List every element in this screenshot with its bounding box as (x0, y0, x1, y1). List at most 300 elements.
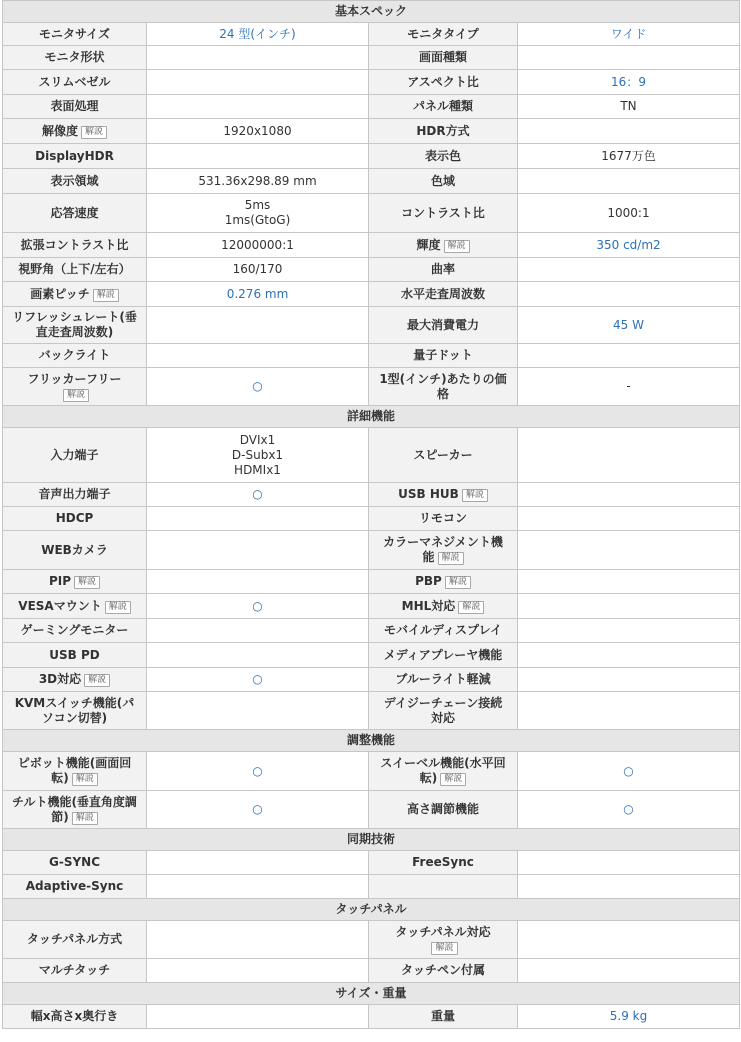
spec-value[interactable] (147, 23, 369, 46)
spec-label (369, 119, 518, 144)
spec-value-text: 1000:1 (607, 205, 650, 220)
spec-label (3, 169, 147, 194)
spec-label (3, 594, 147, 619)
spec-value (147, 507, 369, 531)
spec-label (369, 46, 518, 70)
spec-row (3, 70, 740, 95)
spec-label-line (6, 325, 143, 340)
spec-label (3, 851, 147, 875)
spec-label (369, 570, 518, 594)
spec-row (3, 368, 740, 406)
spec-row (3, 921, 740, 959)
spec-label-text: カラーマネジメント機 (383, 535, 503, 549)
spec-label-text: 高さ調節機能 (406, 802, 479, 816)
spec-label (369, 851, 518, 875)
spec-row (3, 483, 740, 507)
spec-row (3, 752, 740, 791)
spec-value (518, 95, 740, 119)
explain-button[interactable]: 解説 (72, 773, 98, 786)
spec-value[interactable] (518, 233, 740, 258)
spec-label-text: USB PD (49, 647, 100, 662)
spec-value-line: 1ms(GtoG) (224, 213, 291, 227)
spec-value[interactable] (518, 70, 740, 95)
spec-label (3, 144, 147, 169)
section-title: 基本スペック (3, 1, 740, 23)
spec-label-text: リフレッシュレート(垂 (12, 310, 137, 324)
spec-value (147, 344, 369, 368)
spec-value (518, 668, 740, 692)
spec-label-text: 色域 (430, 173, 455, 188)
spec-label-text: モニタ形状 (44, 50, 105, 64)
spec-label-text: VESAマウント (18, 598, 102, 613)
section-title: 詳細機能 (3, 406, 740, 428)
spec-label-line (372, 550, 514, 565)
spec-label (3, 531, 147, 570)
spec-row (3, 344, 740, 368)
section-title: サイズ・重量 (3, 983, 740, 1005)
spec-value[interactable] (147, 668, 369, 692)
section-header-row (3, 899, 740, 921)
spec-value[interactable] (518, 23, 740, 46)
spec-label-text: スリムベゼル (38, 74, 111, 89)
spec-value (147, 119, 369, 144)
spec-label (3, 619, 147, 643)
spec-label (3, 428, 147, 483)
spec-label-text: MHL対応 (401, 598, 456, 613)
spec-label (369, 169, 518, 194)
spec-value[interactable] (518, 307, 740, 344)
spec-label-text: 量子ドット (413, 348, 473, 362)
spec-value-line: 5ms (244, 198, 271, 212)
spec-value-text: 24 型(インチ) (219, 26, 296, 41)
spec-value (147, 531, 369, 570)
explain-button[interactable]: 解説 (438, 552, 464, 565)
spec-value (518, 851, 740, 875)
spec-row (3, 851, 740, 875)
spec-row (3, 428, 740, 483)
spec-label-text: 重量 (430, 1009, 455, 1023)
spec-label-text: 幅x高さx奥行き (30, 1009, 119, 1023)
spec-label (3, 344, 147, 368)
spec-label (369, 619, 518, 643)
spec-row (3, 531, 740, 570)
spec-value (147, 169, 369, 194)
spec-label-text: 画素ピッチ (30, 286, 90, 301)
spec-value (518, 144, 740, 169)
spec-label-text: パネル種類 (412, 99, 473, 113)
spec-label-text: チルト機能(垂直角度調 (12, 794, 137, 809)
spec-row (3, 144, 740, 169)
spec-label-line (6, 711, 143, 726)
spec-label-text: HDR方式 (416, 123, 470, 138)
spec-table-container (2, 0, 739, 1029)
spec-row (3, 507, 740, 531)
spec-row (3, 875, 740, 899)
spec-value-text: ○ (623, 763, 634, 778)
spec-label-line (6, 810, 143, 825)
spec-label-text: 視野角（上下/左右） (18, 262, 131, 276)
spec-value (147, 70, 369, 95)
spec-value (518, 483, 740, 507)
spec-label (369, 70, 518, 95)
spec-label-text: HDCP (55, 511, 94, 525)
spec-label-text: スピーカー (413, 447, 473, 462)
spec-label (369, 307, 518, 344)
spec-label-line (6, 771, 143, 786)
spec-label (3, 46, 147, 70)
spec-label-text: ブルーライト軽減 (395, 672, 491, 686)
spec-value (147, 428, 369, 483)
spec-label (369, 23, 518, 46)
spec-value[interactable] (518, 752, 740, 791)
spec-label-text: 拡張コントラスト比 (20, 237, 129, 252)
spec-label (3, 23, 147, 46)
spec-label (3, 194, 147, 233)
spec-label (369, 344, 518, 368)
spec-value (518, 531, 740, 570)
spec-label-text: 音声出力端子 (38, 487, 111, 501)
spec-label-text: スイーベル機能(水平回 (380, 756, 506, 770)
spec-value (147, 307, 369, 344)
spec-value (147, 875, 369, 899)
spec-label-line (6, 696, 143, 711)
spec-value (147, 959, 369, 983)
spec-row (3, 643, 740, 668)
spec-label-text: 表示色 (424, 148, 461, 163)
spec-label-text: 最大消費電力 (406, 317, 479, 332)
spec-label-line (6, 387, 143, 402)
spec-value (147, 46, 369, 70)
spec-row (3, 668, 740, 692)
explain-button[interactable]: 解説 (105, 601, 131, 614)
spec-row (3, 119, 740, 144)
spec-value-text: ○ (252, 763, 263, 778)
spec-label (369, 194, 518, 233)
spec-label-line (372, 771, 514, 786)
spec-label-text: モニタタイプ (407, 26, 479, 41)
spec-value-text: 1677万色 (601, 148, 656, 163)
spec-label-text: バックライト (38, 348, 111, 362)
spec-value (518, 619, 740, 643)
spec-label-text: ゲーミングモニター (20, 623, 129, 637)
spec-row (3, 570, 740, 594)
spec-value (147, 144, 369, 169)
spec-value-text: ○ (252, 487, 263, 501)
spec-value-text: 12000000:1 (221, 237, 294, 252)
spec-label (3, 752, 147, 791)
explain-button[interactable]: 解説 (445, 576, 471, 589)
spec-label-text: 入力端子 (50, 447, 99, 462)
spec-value-text: ○ (252, 672, 263, 686)
spec-value[interactable] (147, 483, 369, 507)
spec-value[interactable] (147, 752, 369, 791)
spec-label-text: 表示領域 (50, 173, 99, 188)
spec-label-text: 能 (422, 550, 435, 564)
spec-value-text: 160/170 (232, 262, 283, 276)
spec-value (518, 570, 740, 594)
spec-label-text: タッチパネル対応 (395, 924, 491, 939)
spec-label-text: Adaptive-Sync (25, 879, 124, 893)
spec-label-line (372, 711, 514, 726)
spec-label (3, 668, 147, 692)
spec-label (369, 692, 518, 730)
spec-row (3, 307, 740, 344)
spec-label-line (372, 696, 514, 711)
spec-label (369, 258, 518, 282)
spec-label-text: 転) (419, 771, 438, 785)
spec-label-text: 輝度 (416, 237, 441, 252)
spec-label (3, 643, 147, 668)
spec-label-text: アスペクト比 (407, 74, 479, 89)
section-header-row (3, 406, 740, 428)
spec-row (3, 95, 740, 119)
spec-label (3, 119, 147, 144)
spec-value-text: 0.276 mm (226, 286, 289, 301)
spec-label (369, 959, 518, 983)
spec-label (3, 483, 147, 507)
spec-label-text: 1型(インチ)あたりの価 (379, 371, 507, 386)
spec-value[interactable] (147, 791, 369, 829)
spec-value (518, 959, 740, 983)
explain-button[interactable]: 解説 (74, 576, 100, 589)
spec-label-text: 節) (51, 809, 69, 824)
spec-label (369, 1005, 518, 1029)
spec-value-text: 45 W (613, 317, 644, 332)
explain-button[interactable]: 解説 (84, 674, 110, 687)
spec-value-text: ○ (252, 598, 263, 613)
section-title: 調整機能 (3, 730, 740, 752)
spec-row (3, 619, 740, 643)
spec-label (369, 875, 518, 899)
spec-label-text: ソコン切替) (41, 710, 108, 725)
spec-value (147, 1005, 369, 1029)
spec-label-text: タッチパネル方式 (26, 932, 123, 946)
spec-label-text: USB HUB (398, 487, 459, 501)
spec-value (518, 428, 740, 483)
spec-label-text: G-SYNC (48, 855, 100, 869)
spec-label-line (6, 372, 143, 387)
spec-label-line (372, 387, 514, 402)
spec-value-text: TN (620, 99, 637, 113)
spec-label (369, 752, 518, 791)
spec-label (369, 483, 518, 507)
spec-value (518, 643, 740, 668)
spec-label-line (372, 756, 514, 771)
spec-value (147, 258, 369, 282)
spec-value[interactable] (147, 594, 369, 619)
spec-value (518, 594, 740, 619)
spec-label (3, 791, 147, 829)
spec-label-text: モニタサイズ (38, 26, 111, 41)
spec-label (3, 282, 147, 307)
spec-label-text: 水平走査周波数 (400, 286, 485, 301)
spec-row (3, 282, 740, 307)
spec-value (518, 344, 740, 368)
explain-button[interactable]: 解説 (440, 773, 466, 786)
spec-value (147, 233, 369, 258)
spec-value (518, 507, 740, 531)
spec-value (518, 258, 740, 282)
spec-value (518, 169, 740, 194)
spec-label-text: モバイルディスプレイ (384, 623, 502, 637)
section-title: タッチパネル (3, 899, 740, 921)
spec-value-text: 350 cd/m2 (596, 237, 661, 252)
spec-label (369, 282, 518, 307)
spec-value (147, 95, 369, 119)
spec-value (518, 875, 740, 899)
spec-label-line (372, 372, 514, 387)
spec-value (147, 619, 369, 643)
spec-value (147, 851, 369, 875)
spec-label (369, 368, 518, 406)
spec-label (3, 70, 147, 95)
spec-label-text: 表面処理 (50, 99, 99, 113)
spec-value-text: ○ (623, 802, 634, 816)
spec-label-text: PIP (48, 574, 72, 588)
section-title: 同期技術 (3, 829, 740, 851)
spec-value (518, 282, 740, 307)
spec-label-line (372, 535, 514, 550)
explain-button[interactable]: 解説 (458, 601, 484, 614)
spec-label-text: FreeSync (412, 855, 474, 869)
spec-label-text: 転) (51, 771, 69, 785)
spec-label-text: メディアプレーヤ機能 (383, 647, 503, 662)
spec-label-text: 画面種類 (418, 50, 467, 64)
spec-value-line: D-Subx1 (231, 447, 284, 462)
spec-label (369, 144, 518, 169)
spec-value (518, 368, 740, 406)
spec-label (369, 95, 518, 119)
spec-value-text: 5.9 kg (609, 1009, 648, 1023)
spec-label-text: 対応 (430, 710, 455, 725)
spec-value-text: 16：9 (611, 74, 646, 89)
spec-table (2, 0, 740, 1029)
spec-row (3, 1005, 740, 1029)
spec-label (3, 570, 147, 594)
spec-value-line: DVIx1 (239, 432, 276, 447)
spec-label-text: フリッカーフリー (27, 371, 122, 386)
section-header-row (3, 1, 740, 23)
spec-label (3, 507, 147, 531)
spec-value (147, 692, 369, 730)
spec-value-text: 531.36x298.89 mm (198, 173, 317, 188)
spec-value-text: ○ (252, 379, 263, 393)
spec-label-text: 直走査周波数) (35, 325, 114, 339)
spec-value (518, 119, 740, 144)
spec-label-text: KVMスイッチ機能(パ (14, 695, 135, 710)
spec-label (369, 921, 518, 959)
spec-label-line (6, 756, 143, 771)
spec-label-text: マルチタッチ (38, 963, 111, 977)
section-header-row (3, 829, 740, 851)
spec-label-line (372, 940, 514, 955)
explain-button[interactable]: 解説 (72, 812, 98, 825)
spec-label (3, 875, 147, 899)
spec-label-text: 応答速度 (50, 205, 99, 220)
spec-value[interactable] (518, 791, 740, 829)
spec-value (518, 921, 740, 959)
spec-label (3, 258, 147, 282)
spec-label (3, 233, 147, 258)
spec-label (369, 791, 518, 829)
spec-value-line: HDMIx1 (234, 462, 281, 477)
spec-label-text: 格 (436, 386, 449, 401)
explain-button[interactable]: 解説 (93, 289, 119, 302)
spec-label (369, 643, 518, 668)
spec-row (3, 233, 740, 258)
spec-value-text: ○ (252, 802, 263, 816)
spec-row (3, 692, 740, 730)
spec-value (518, 194, 740, 233)
spec-label (3, 368, 147, 406)
spec-label (3, 959, 147, 983)
spec-label-text: 曲率 (430, 262, 455, 276)
spec-value (147, 643, 369, 668)
explain-button[interactable]: 解説 (63, 389, 89, 402)
spec-label-line (372, 925, 514, 940)
spec-label-text: PBP (415, 574, 442, 588)
spec-value[interactable] (147, 282, 369, 307)
spec-label (3, 307, 147, 344)
spec-row (3, 23, 740, 46)
spec-label-text: 解像度 (41, 123, 78, 138)
explain-button[interactable]: 解説 (462, 489, 488, 502)
spec-row (3, 46, 740, 70)
spec-row (3, 959, 740, 983)
spec-label-text: デイジーチェーン接続 (383, 695, 503, 710)
explain-button[interactable]: 解説 (444, 240, 470, 253)
spec-label-text: タッチペン付属 (400, 963, 485, 977)
spec-label-text: WEBカメラ (41, 542, 108, 557)
spec-label (3, 1005, 147, 1029)
spec-label (369, 507, 518, 531)
explain-button[interactable]: 解説 (431, 942, 457, 955)
spec-label-text: コントラスト比 (401, 205, 485, 220)
spec-label-line (6, 310, 143, 325)
spec-label (369, 594, 518, 619)
spec-value (518, 692, 740, 730)
spec-value-text: 1920x1080 (223, 123, 292, 138)
spec-value[interactable] (518, 1005, 740, 1029)
spec-label (369, 428, 518, 483)
explain-button[interactable]: 解説 (81, 126, 107, 139)
spec-label (3, 95, 147, 119)
spec-label-text: DisplayHDR (35, 148, 114, 163)
spec-table-body (3, 1, 740, 1029)
spec-value-text: - (626, 379, 631, 393)
spec-value (147, 194, 369, 233)
spec-row (3, 258, 740, 282)
section-header-row (3, 983, 740, 1005)
spec-row (3, 791, 740, 829)
section-header-row (3, 730, 740, 752)
spec-label (369, 233, 518, 258)
spec-row (3, 194, 740, 233)
spec-label (3, 921, 147, 959)
spec-label-text: リモコン (418, 511, 467, 525)
spec-label-line (6, 795, 143, 810)
spec-row (3, 169, 740, 194)
spec-label (369, 668, 518, 692)
spec-value[interactable] (147, 368, 369, 406)
spec-label-text: 3D対応 (38, 672, 82, 686)
spec-label (3, 692, 147, 730)
spec-value (147, 921, 369, 959)
spec-value (518, 46, 740, 70)
spec-value-text: ワイド (610, 26, 647, 41)
spec-row (3, 594, 740, 619)
spec-label-text: ピボット機能(画面回 (17, 756, 132, 770)
